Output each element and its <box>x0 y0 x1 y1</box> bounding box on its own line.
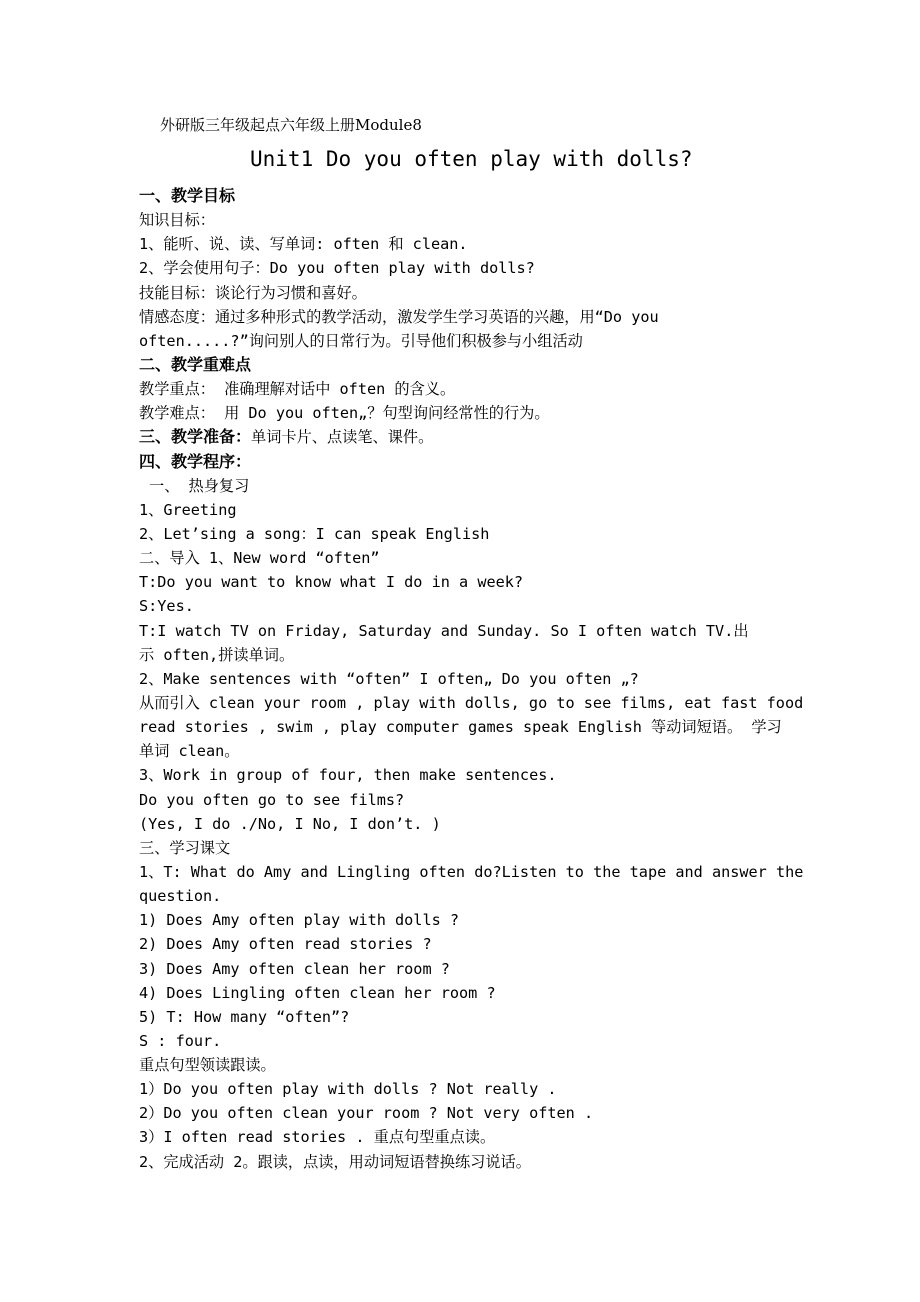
body-line: 1）Do you often play with dolls ? Not really . <box>139 1080 557 1099</box>
body-line: (Yes, I do ./No, I No, I don’t. ) <box>139 814 441 833</box>
document-title: Unit1 Do you often play with dolls? <box>250 147 693 171</box>
body-line: T:I watch TV on Friday, Saturday and Sunday. So I often watch TV.出 <box>139 621 749 640</box>
body-line: question. <box>139 887 222 906</box>
document-header: 外研版三年级起点六年级上册Module8 <box>160 116 422 134</box>
body-line: 2、Make sentences with “often” I often„ Do you often „? <box>139 669 639 688</box>
body-line: 知识目标： <box>139 211 215 230</box>
body-line: 示 often,拼读单词。 <box>139 645 295 664</box>
body-line: 二、导入 1、New word “often” <box>139 549 380 568</box>
section-heading-rest: 单词卡片、点读笔、课件。 <box>251 428 434 447</box>
section-heading-lead: 三、教学准备： <box>139 427 252 447</box>
body-line: S : four. <box>139 1031 222 1050</box>
body-line: 一、 热身复习 <box>149 476 250 495</box>
section-heading: 四、教学程序： <box>139 451 252 471</box>
section-heading: 二、教学重难点 <box>139 354 252 374</box>
body-line: 2）Do you often clean your room ? Not very often . <box>139 1104 594 1123</box>
body-line: 单词 clean。 <box>139 742 240 761</box>
body-line: S:Yes. <box>139 597 194 616</box>
body-line: 5) T: How many “often”? <box>139 1007 350 1026</box>
body-line: 三、学习课文 <box>139 838 231 857</box>
body-line: 1) Does Amy often play with dolls ? <box>139 911 460 930</box>
body-line: T:Do you want to know what I do in a week? <box>139 573 524 592</box>
body-line: 1、T: What do Amy and Lingling often do?Listen to the tape and answer the <box>139 862 804 881</box>
body-line: 技能目标：谈论行为习惯和喜好。 <box>139 283 367 302</box>
body-line: 教学难点： 用 Do you often„？句型询问经常性的行为。 <box>139 404 550 423</box>
body-line <box>139 425 829 449</box>
body-line: 教学重点： 准确理解对话中 often 的含义。 <box>139 380 456 399</box>
body-line: 2、完成活动 2。跟读，点读，用动词短语替换练习说话。 <box>139 1152 531 1171</box>
body-line: 1、Greeting <box>139 500 237 519</box>
body-line: Do you often go to see films? <box>139 790 405 809</box>
document-body <box>139 184 829 1174</box>
section-heading: 一、教学目标 <box>139 186 236 205</box>
body-line: 2、Let’sing a song：I can speak English <box>139 524 490 543</box>
body-line: 3) Does Amy often clean her room ? <box>139 959 450 978</box>
body-line: 2) Does Amy often read stories ? <box>139 935 432 954</box>
body-line: 3）I often read stories . 重点句型重点读。 <box>139 1128 496 1147</box>
body-line: 重点句型领读跟读。 <box>139 1056 276 1075</box>
body-line: 4) Does Lingling often clean her room ? <box>139 983 496 1002</box>
body-line: 从而引入 clean your room , play with dolls, go to see films, eat fast food <box>139 693 804 712</box>
body-line: 3、Work in group of four, then make sentences. <box>139 766 557 785</box>
body-line: 情感态度：通过多种形式的教学活动，激发学生学习英语的兴趣，用“Do you <box>139 307 659 326</box>
body-line: 2、学会使用句子：Do you often play with dolls? <box>139 259 535 278</box>
body-line: often.....?”询问别人的日常行为。引导他们积极参与小组活动 <box>139 331 583 350</box>
body-line: read stories , swim , play computer games speak English 等动词短语。 学习 <box>139 718 782 737</box>
body-line: 1、能听、说、读、写单词: often 和 clean. <box>139 235 468 254</box>
